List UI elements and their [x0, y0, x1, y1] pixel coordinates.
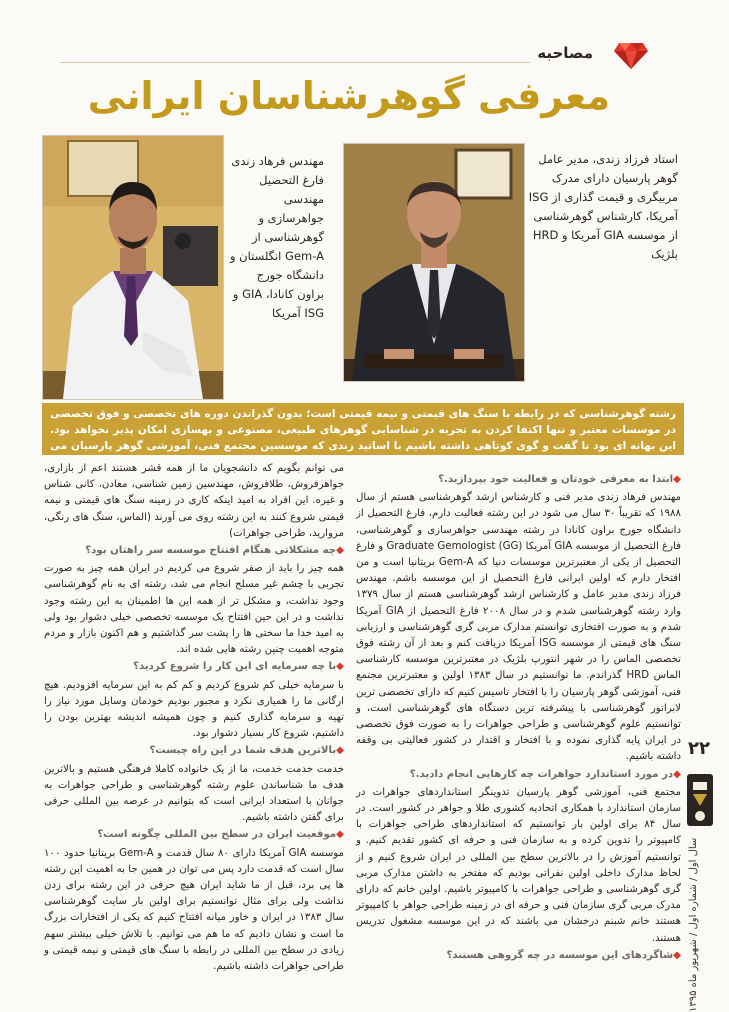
answer-paragraph: خدمت خدمت خدمت، ما از یک خانواده کاملا فرهنگی هستیم و بالاترین هدف ما شناساندن علوم رشته گوهرشناسی و طراحی جواهرات به جوانان با استعداد ایرانی است که بتوانیم در عرصه بین المللی حرفی برای گفتن داشته باشیم. [44, 763, 344, 824]
article-column-right [356, 471, 681, 966]
page-number: ۲۲ [688, 738, 710, 759]
page-title: معرفی گوهرشناسان ایرانی [87, 74, 610, 118]
brand-logo [684, 772, 716, 828]
answer-paragraph: مجتمع فنی، آموزشی گوهر پارسیان تدوینگر استانداردهای جواهرات در سازمان استاندارد با همکاری اتحادیه کشوری طلا و جواهر در کشور است. در سال ۸۴ برای اولین بار توانستیم که استانداردهای طراحی جواهرات با کامپیوتر را تدوین کرده و به سازمان فنی و حرفه ای کشور تقدیم کنیم. و توانستیم آموزش را در بالاترین سطح بین المللی در ایران شروع کنیم و از لحاظ مدارک داخلی اولین نفراتی بودیم که مفتخر به داشتن مدارک مربی گری گوهرشناسی و طراحی جواهرات با کامپیوتر باشیم. اولین خانم که دارای مدرک مربی گری سازمان فنی و حرفه ای در زمینه طراحی جواهر با کامپیوتر هستند خانم شبنم درخشان می باشند که در این موسسه مشغول تدریس هستند. [356, 786, 681, 944]
question-heading: ◆ با چه سرمایه ای این کار را شروع کردید؟ [44, 659, 344, 675]
answer-paragraph: با سرمایه خیلی کم شروع کردیم و کم کم به این سرمایه افزودیم. هیچ ارگانی ما را همیاری نکرد و مجبور بودیم خودمان وسایل مورد نیاز را تهیه و سرمایه گذاری کنیم و چون همیشه اندیشه بهترین بودن را داشتیم، شروع کار بسیار دشوار بود. [44, 679, 344, 740]
photo-farhad-zandi [42, 135, 224, 400]
header-divider [60, 62, 530, 63]
section-label: مصاحبه [537, 44, 593, 62]
question-heading: ◆ شاگردهای این موسسه در چه گروهی هستند؟ [356, 948, 681, 964]
caption-farhad: مهندس فرهاد زندی فارغ التحصیل مهندسی جواهرسازی و گوهرشناسی از Gem-A انگلستان و دانشگاه جورج براون کانادا، GIA و ISG آمریکا [229, 154, 324, 320]
photo-farzad-zandi [343, 143, 525, 382]
answer-paragraph: مهندس فرهاد زندی مدیر فنی و کارشناس ارشد گوهرشناسی هستم از سال ۱۹۸۸ که تقریباً ۳۰ سال می شود در این رشته فعالیت دارم، فارغ التحصیل از دانشگاه جورج براون کانادا در رشته مهندسی جواهرسازی و گوهرشناسی، فارغ التحصیل از موسسه GIA آمریکا Graduate Gemologist (GG) و فارغ التحصیل از یکی از معتبرترین موسسات دنیا که Gem-A بریتانیا است و من افتخار دارم که اولین ایرانی فارغ التحصیل از این موسسه باشم. مهندس فرزاد زندی مدیر عامل و کارشناس ارشد گوهرشناسی هستم از سال ۱۳۷۹ وارد رشته گوهرشناسی شدم و در سال ۲۰۰۸ فارغ التحصیل از GIA آمریکا شدم و به صورت افتخاری توانستم مدارک مربی گری گوهرشناسی و ارزیابی سنگ های قیمتی از موسسه ISG آمریکا دریافت کنم و بعد از آن رشته فوق تخصصی الماس را در شهر انتورپ بلژیک در معتبرترین موسسه کارشناسی الماس HRD گذراندم. ما توانستیم در سال ۱۳۸۳ اولین و معتبرترین مجتمع فنی، آموزشی گوهر پارسیان را با افتخار تاسیس کنیم که دارای تخصصی ترین لابراتور گوهرشناسی با پیشرفته ترین دستگاه های گوهرشناسی است، و توانستیم علوم گوهرشناسی و طراحی جواهرات را به صورت فوق تخصصی در ایران پایه گذاری نموده و با افتخار و اقتدار در کشور فعالیتی بی وقفه داشته باشیم. [356, 492, 682, 763]
gem-icon [613, 40, 649, 70]
caption-farzad: استاد فرزاد زندی، مدیر عامل گوهر پارسیان دارای مدرک مربیگری و قیمت گذاری از ISG آمریکا، کارشناس گوهرشناسی از موسسه GIA آمریکا و HRD بلژیک [528, 152, 678, 261]
answer-paragraph: همه چیز را باید از صفر شروع می کردیم در ایران همه چیز به صورت تجربی با چشم غیر مسلح انجام می شد، رشته ای به نام گوهرشناسی وجود نداشت، و مشکل تر از همه این ها اطمینان به این رشته وجود نداشت و در این حین افتتاح یک موسسه تخصصی خیلی دشوار بود ولی به امید خدا ما سختی ها را پشت سر گذاشتیم و هم اکنون بازار و مردم متوجه اهمیت چنین رشته هایی شده اند. [44, 563, 344, 656]
article-column-left [44, 461, 344, 975]
answer-paragraph: موسسه GIA آمریکا دارای ۸۰ سال قدمت و Gem-A بریتانیا حدود ۱۰۰ سال است که قدمت دارد پس می توان در همین جا به اهمیت این رشته ها پی برد، قبل از ما شاید ایران هیچ حرفی در این رشته برای زدن نداشت ولی برای مثال توانستیم برای اولین بار سایت گوهرشناسی سال ۱۳۸۳ در ایران و خاور میانه افتتاح کنیم که یکی از افتخارات بزرگ ما است و نشان دادیم که ما هم می توانیم. با تلاش خیلی بیشتر سهم زیادی در سطح بین المللی در رابطه با سنگ های قیمتی و نیمه قیمتی و طراحی جواهرات داشته باشیم. [44, 847, 345, 973]
question-heading: ◆ چه مشکلاتی هنگام افتتاح موسسه سر راهتان بود؟ [44, 543, 344, 559]
intro-text: رشته گوهرشناسی که در رابطه با سنگ های قیمتی و نیمه قیمتی است؛ بدون گذراندن دوره های تخصصی و فوق تخصصی در موسسات معتبر و تنها اکتفا کردن به تجربه در شناسایی گوهرهای طبیعی، مصنوعی و بهسازی امکان پذیر نخواهد بود. این بهانه ای بود تا گفت و گوی کوتاهی داشته باشیم با اساتید زندی که موسسین مجتمع فنی، آموزشی گوهر پارسیان می باشند. [50, 408, 676, 468]
issue-info: سال اول / شماره اول / شهریور ماه ۱۳۹۵ [688, 838, 699, 1012]
question-heading: ◆ در مورد استاندارد جواهرات چه کارهایی انجام دادید.؟ [356, 767, 681, 783]
question-heading: ◆ ابتدا به معرفی خودتان و فعالیت خود بپردازید.؟ [356, 472, 681, 488]
question-heading: ◆ موقعیت ایران در سطح بین المللی چگونه است؟ [44, 827, 344, 843]
question-heading: ◆ بالاترین هدف شما در این راه چیست؟ [44, 743, 344, 759]
answer-paragraph: می توانم بگویم که دانشجویان ما از همه قشر هستند اعم از بازاری، جواهرفروش، طلافروش، مهندسین زمین شناسی، معادن، کانی شناس و غیره. این افراد به امید اینکه کاری در زمینه سنگ های قیمتی و نیمه قیمتی شروع کنند به این رشته روی می آورند (الماس، سنگ های رنگی، مروارید، طراحی جواهرات) [44, 463, 344, 539]
